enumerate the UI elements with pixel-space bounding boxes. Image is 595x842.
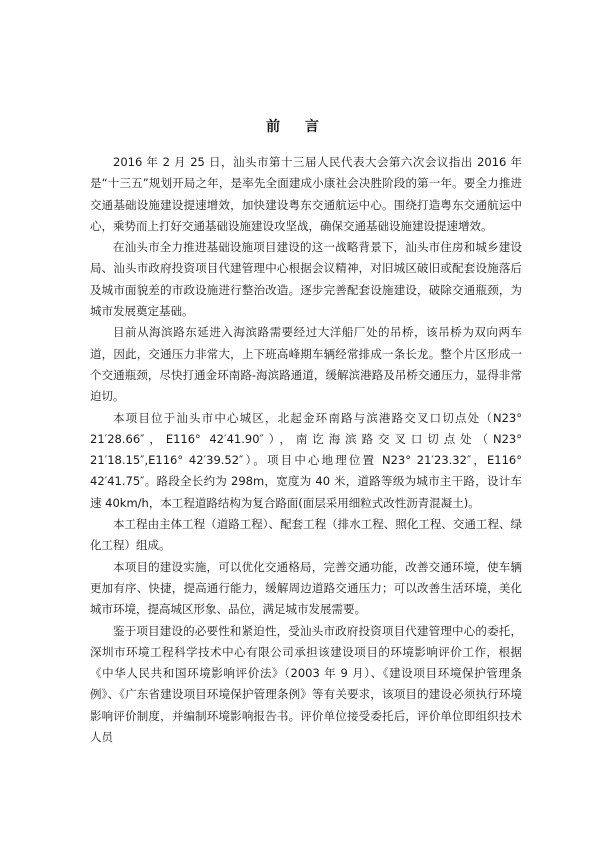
paragraph-3: 目前从海滨路东延进入海滨路需要经过大洋船厂处的吊桥，该吊桥为双向两车道，因此，交通压力非常大，上下班高峰期车辆经常排成一条长龙。整个片区形成一个交通瓶颈，尽快打通金环南路-海滨路通道，缓解滨港路及吊桥交通压力，显得非常迫切。	[90, 325, 522, 404]
paragraph-7: 鉴于项目建设的必要性和紧迫性，受汕头市政府投资项目代建管理中心的委托，深圳市环境工程科学技术中心有限公司承担该建设项目的环境影响评价工作，根据《中华人民共和国环境影响评价法》（2003 年 9 月）、《建设项目环境保护管理条例》、《广东省建设项目环境保护管理条例》等有关要求，该项目的建设必须执行环境影响评价制度，并编制环境影响报告书。评价单位接受委托后，评价单位即组织技术人员	[90, 623, 522, 745]
page-title: 前 言	[266, 119, 329, 135]
paragraph-5: 本工程由主体工程（道路工程）、配套工程（排水工程、照化工程、交通工程、绿化工程）组成。	[90, 517, 522, 553]
paragraph-1: 2016 年 2 月 25 日，汕头市第十三届人民代表大会第六次会议指出 2016 年是“十三五”规划开局之年，是率先全面建成小康社会决胜阶段的第一年。要全力推进交通基础设施建设提速增效，加快建设粤东交通航运中心。围绕打造粤东交通航运中心，乘势而上打好交通基础设施建设攻坚战，确保交通基础设施建设提速增效。	[90, 155, 522, 233]
paragraph-6: 本项目的建设实施，可以优化交通格局，完善交通功能，改善交通环境，使车辆更加有序、快捷，提高通行能力，缓解周边道路交通压力；可以改善生活环境，美化城市环境，提高城区形象、品位，满足城市发展需要。	[90, 559, 522, 617]
paragraph-2: 在汕头市全力推进基础设施项目建设的这一战略背景下，汕头市住房和城乡建设局、汕头市政府投资项目代建管理中心根据会议精神，对旧城区破旧或配套设施落后及城市面貌差的市政设施进行整治改造。逐步完善配套设施建设，破除交通瓶颈，为城市发展奠定基础。	[90, 240, 522, 319]
document-body	[90, 152, 522, 748]
paragraph-4: 本项目位于汕头市中心城区，北起金环南路与滨港路交叉口切点处（N23° 21′28.66″，E116° 42′41.90″），南讫海滨路交叉口切点处（N23° 21′18.15″,E116° 42′39.52″）。项目中心地理位置 N23° 21′23.32″，E116° 42′41.75″。路段全长约为 298m，宽度为 40 米，道路等级为城市主干路，设计车速 40km/h，本工程道路结构为复合路面(面层采用细粒式改性沥青混凝土)。	[90, 410, 522, 510]
